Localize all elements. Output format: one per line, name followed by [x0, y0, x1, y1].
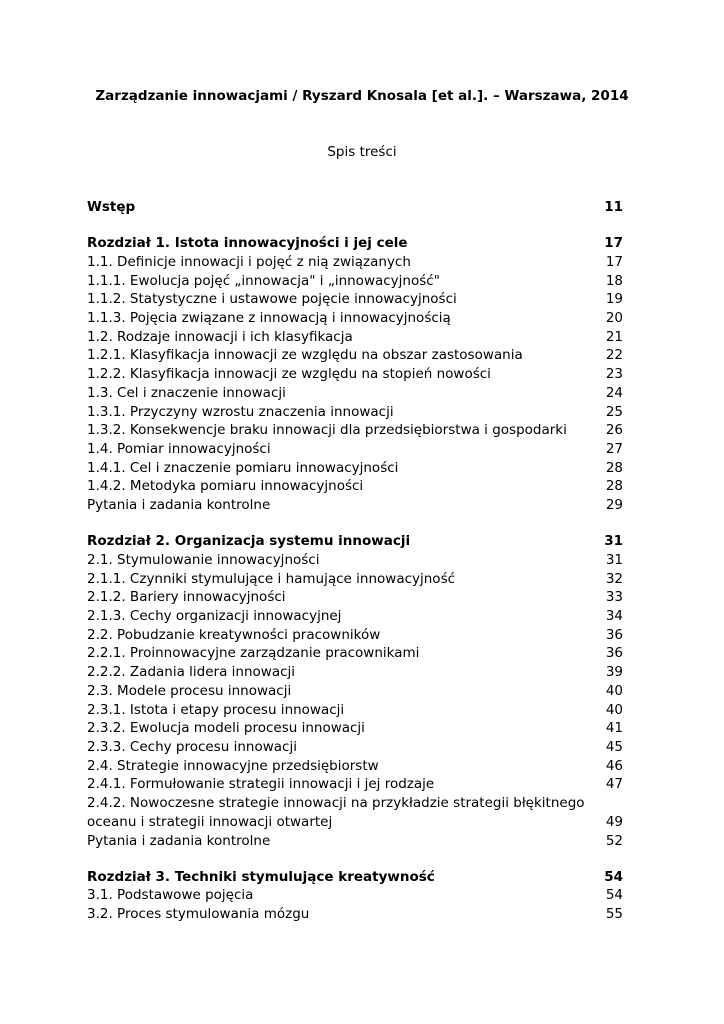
toc-row [87, 328, 623, 347]
toc-row [87, 272, 623, 291]
toc-row [87, 496, 623, 515]
toc-entry-title: 2.4.2. Nowoczesne strategie innowacji na przykładzie strategii błękitnego [87, 795, 585, 812]
toc-entry-title: 2.3.1. Istota i etapy procesu innowacji [87, 701, 345, 718]
toc-entry-title: 2.4.1. Formułowanie strategii innowacji i jej rodzaje [87, 776, 435, 793]
toc-entry-page: 17 [604, 235, 623, 252]
toc-entry-title: 1.1.3. Pojęcia związane z innowacją i innowacyjnością [87, 310, 451, 327]
toc-row [87, 626, 623, 645]
toc-entry-title: Wstęp [87, 199, 136, 215]
toc-entry-page: 36 [605, 626, 623, 643]
toc-entry-page: 27 [605, 440, 623, 457]
toc-entry-page: 23 [605, 366, 623, 383]
toc-entry-page: 40 [605, 682, 623, 699]
toc-row [87, 459, 623, 478]
toc-entry-title: 1.3. Cel i znaczenie innowacji [87, 384, 286, 401]
toc-entry-title: 1.2.1. Klasyfikacja innowacji ze względu na obszar zastosowania [87, 347, 523, 364]
toc-row [87, 346, 623, 365]
toc-row [87, 832, 623, 851]
toc-entry-title: 2.3.2. Ewolucja modeli procesu innowacji [87, 720, 365, 737]
toc-entry-page: 32 [605, 570, 623, 587]
toc-entry-title: 1.2.2. Klasyfikacja innowacji ze względu na stopień nowości [87, 366, 491, 383]
toc-row [87, 701, 623, 720]
toc-entry-title: 2.2.1. Proinnowacyjne zarządzanie pracownikami [87, 645, 420, 662]
toc-entry-page: 28 [605, 459, 623, 476]
toc-entry-title: 2.2.2. Zadania lidera innowacji [87, 664, 296, 681]
toc-chapter-row [87, 234, 623, 253]
toc-entry-page: 22 [605, 347, 623, 364]
toc-row [87, 663, 623, 682]
toc-entry-title: 1.1. Definicje innowacji i pojęć z nią związanych [87, 253, 411, 270]
toc-entry-title: 1.2. Rodzaje innowacji i ich klasyfikacja [87, 328, 353, 345]
table-of-contents [87, 198, 623, 924]
toc-row [87, 421, 623, 440]
toc-entry-page: 25 [605, 403, 623, 420]
toc-row [87, 757, 623, 776]
toc-entry-title: 3.1. Podstawowe pojęcia [87, 887, 254, 904]
toc-entry-title: 1.1.1. Ewolucja pojęć „innowacja" i „innowacyjność" [87, 272, 440, 289]
toc-entry-page: 52 [605, 832, 623, 849]
toc-row [87, 365, 623, 384]
toc-entry-page: 55 [605, 906, 623, 923]
toc-row [87, 309, 623, 328]
toc-entry-title: 2.1.2. Bariery innowacyjności [87, 589, 286, 606]
toc-chapter-row [87, 532, 623, 551]
toc-row [87, 290, 623, 309]
toc-entry-title: 1.3.1. Przyczyny wzrostu znaczenia innowacji [87, 403, 394, 420]
toc-row [87, 719, 623, 738]
toc-entry-title: Rozdział 2. Organizacja systemu innowacji [87, 533, 411, 550]
toc-entry-page: 54 [604, 868, 623, 885]
toc-entry-title: 2.1.1. Czynniki stymulujące i hamujące innowacyjność [87, 570, 456, 587]
toc-row [87, 905, 623, 924]
toc-entry-title: 2.3.3. Cechy procesu innowacji [87, 738, 297, 755]
toc-entry-page: 40 [605, 701, 623, 718]
toc-row [87, 440, 623, 459]
toc-row [87, 551, 623, 570]
toc-row [87, 644, 623, 663]
toc-entry-page: 21 [605, 328, 623, 345]
toc-entry-page: 31 [604, 533, 623, 550]
toc-entry-page: 19 [605, 291, 623, 308]
toc-entry-title: 2.2. Pobudzanie kreatywności pracowników [87, 626, 381, 643]
toc-entry-page: 54 [605, 887, 623, 904]
toc-entry-page: 20 [605, 310, 623, 327]
document-title: Zarządzanie innowacjami / Ryszard Knosala [et al.]. – Warszawa, 2014 [95, 88, 629, 104]
toc-entry-title: 2.1.3. Cechy organizacji innowacyjnej [87, 608, 342, 625]
toc-heading: Spis treści [327, 144, 397, 160]
toc-entry-page: 47 [605, 776, 623, 793]
toc-row [87, 588, 623, 607]
toc-entry-title: Pytania i zadania kontrolne [87, 832, 271, 849]
toc-entry-page: 41 [605, 720, 623, 737]
toc-entry-page: 18 [605, 272, 623, 289]
toc-entry-page: 26 [605, 422, 623, 439]
toc-entry-page: 36 [605, 645, 623, 662]
toc-entry-page: 39 [605, 664, 623, 681]
toc-entry-title: 1.4.1. Cel i znaczenie pomiaru innowacyjności [87, 459, 399, 476]
toc-entry-title: 1.4.2. Metodyka pomiaru innowacyjności [87, 478, 364, 495]
toc-entry-title: 1.1.2. Statystyczne i ustawowe pojęcie innowacyjności [87, 291, 457, 308]
toc-entry-page: 24 [605, 384, 623, 401]
toc-row [87, 403, 623, 422]
toc-entry-title: Rozdział 1. Istota innowacyjności i jej cele [87, 235, 408, 252]
toc-entry-page: 31 [605, 551, 623, 568]
toc-entry-title: Rozdział 3. Techniki stymulujące kreatywność [87, 868, 435, 885]
toc-entry-page: 29 [605, 497, 623, 514]
toc-entry-page: 49 [605, 813, 623, 830]
toc-entry-page: 45 [605, 738, 623, 755]
toc-entry-page: 11 [604, 199, 623, 215]
toc-entry-page: 46 [605, 757, 623, 774]
toc-entry-title: 2.1. Stymulowanie innowacyjności [87, 551, 320, 568]
toc-row [87, 384, 623, 403]
toc-row [87, 607, 623, 626]
toc-row [87, 682, 623, 701]
toc-entry-page: 33 [605, 589, 623, 606]
toc-row [87, 794, 623, 813]
toc-row [87, 570, 623, 589]
toc-entry-page: 17 [605, 253, 623, 270]
toc-entry-title: 2.4. Strategie innowacyjne przedsiębiorstw [87, 757, 379, 774]
toc-row [87, 738, 623, 757]
toc-row [87, 886, 623, 905]
toc-chapter-row [87, 198, 623, 217]
toc-row [87, 775, 623, 794]
toc-entry-page: 34 [605, 608, 623, 625]
toc-entry-title: oceanu i strategii innowacji otwartej [87, 813, 333, 830]
toc-entry-title: 1.4. Pomiar innowacyjności [87, 440, 271, 457]
toc-entry-title: 2.3. Modele procesu innowacji [87, 682, 292, 699]
toc-entry-title: 1.3.2. Konsekwencje braku innowacji dla przedsiębiorstwa i gospodarki [87, 422, 567, 439]
toc-entry-page: 28 [605, 478, 623, 495]
toc-row [87, 253, 623, 272]
toc-chapter-row [87, 868, 623, 887]
toc-entry-title: 3.2. Proces stymulowania mózgu [87, 906, 310, 923]
toc-row [87, 813, 623, 832]
toc-row [87, 477, 623, 496]
toc-entry-title: Pytania i zadania kontrolne [87, 497, 271, 514]
